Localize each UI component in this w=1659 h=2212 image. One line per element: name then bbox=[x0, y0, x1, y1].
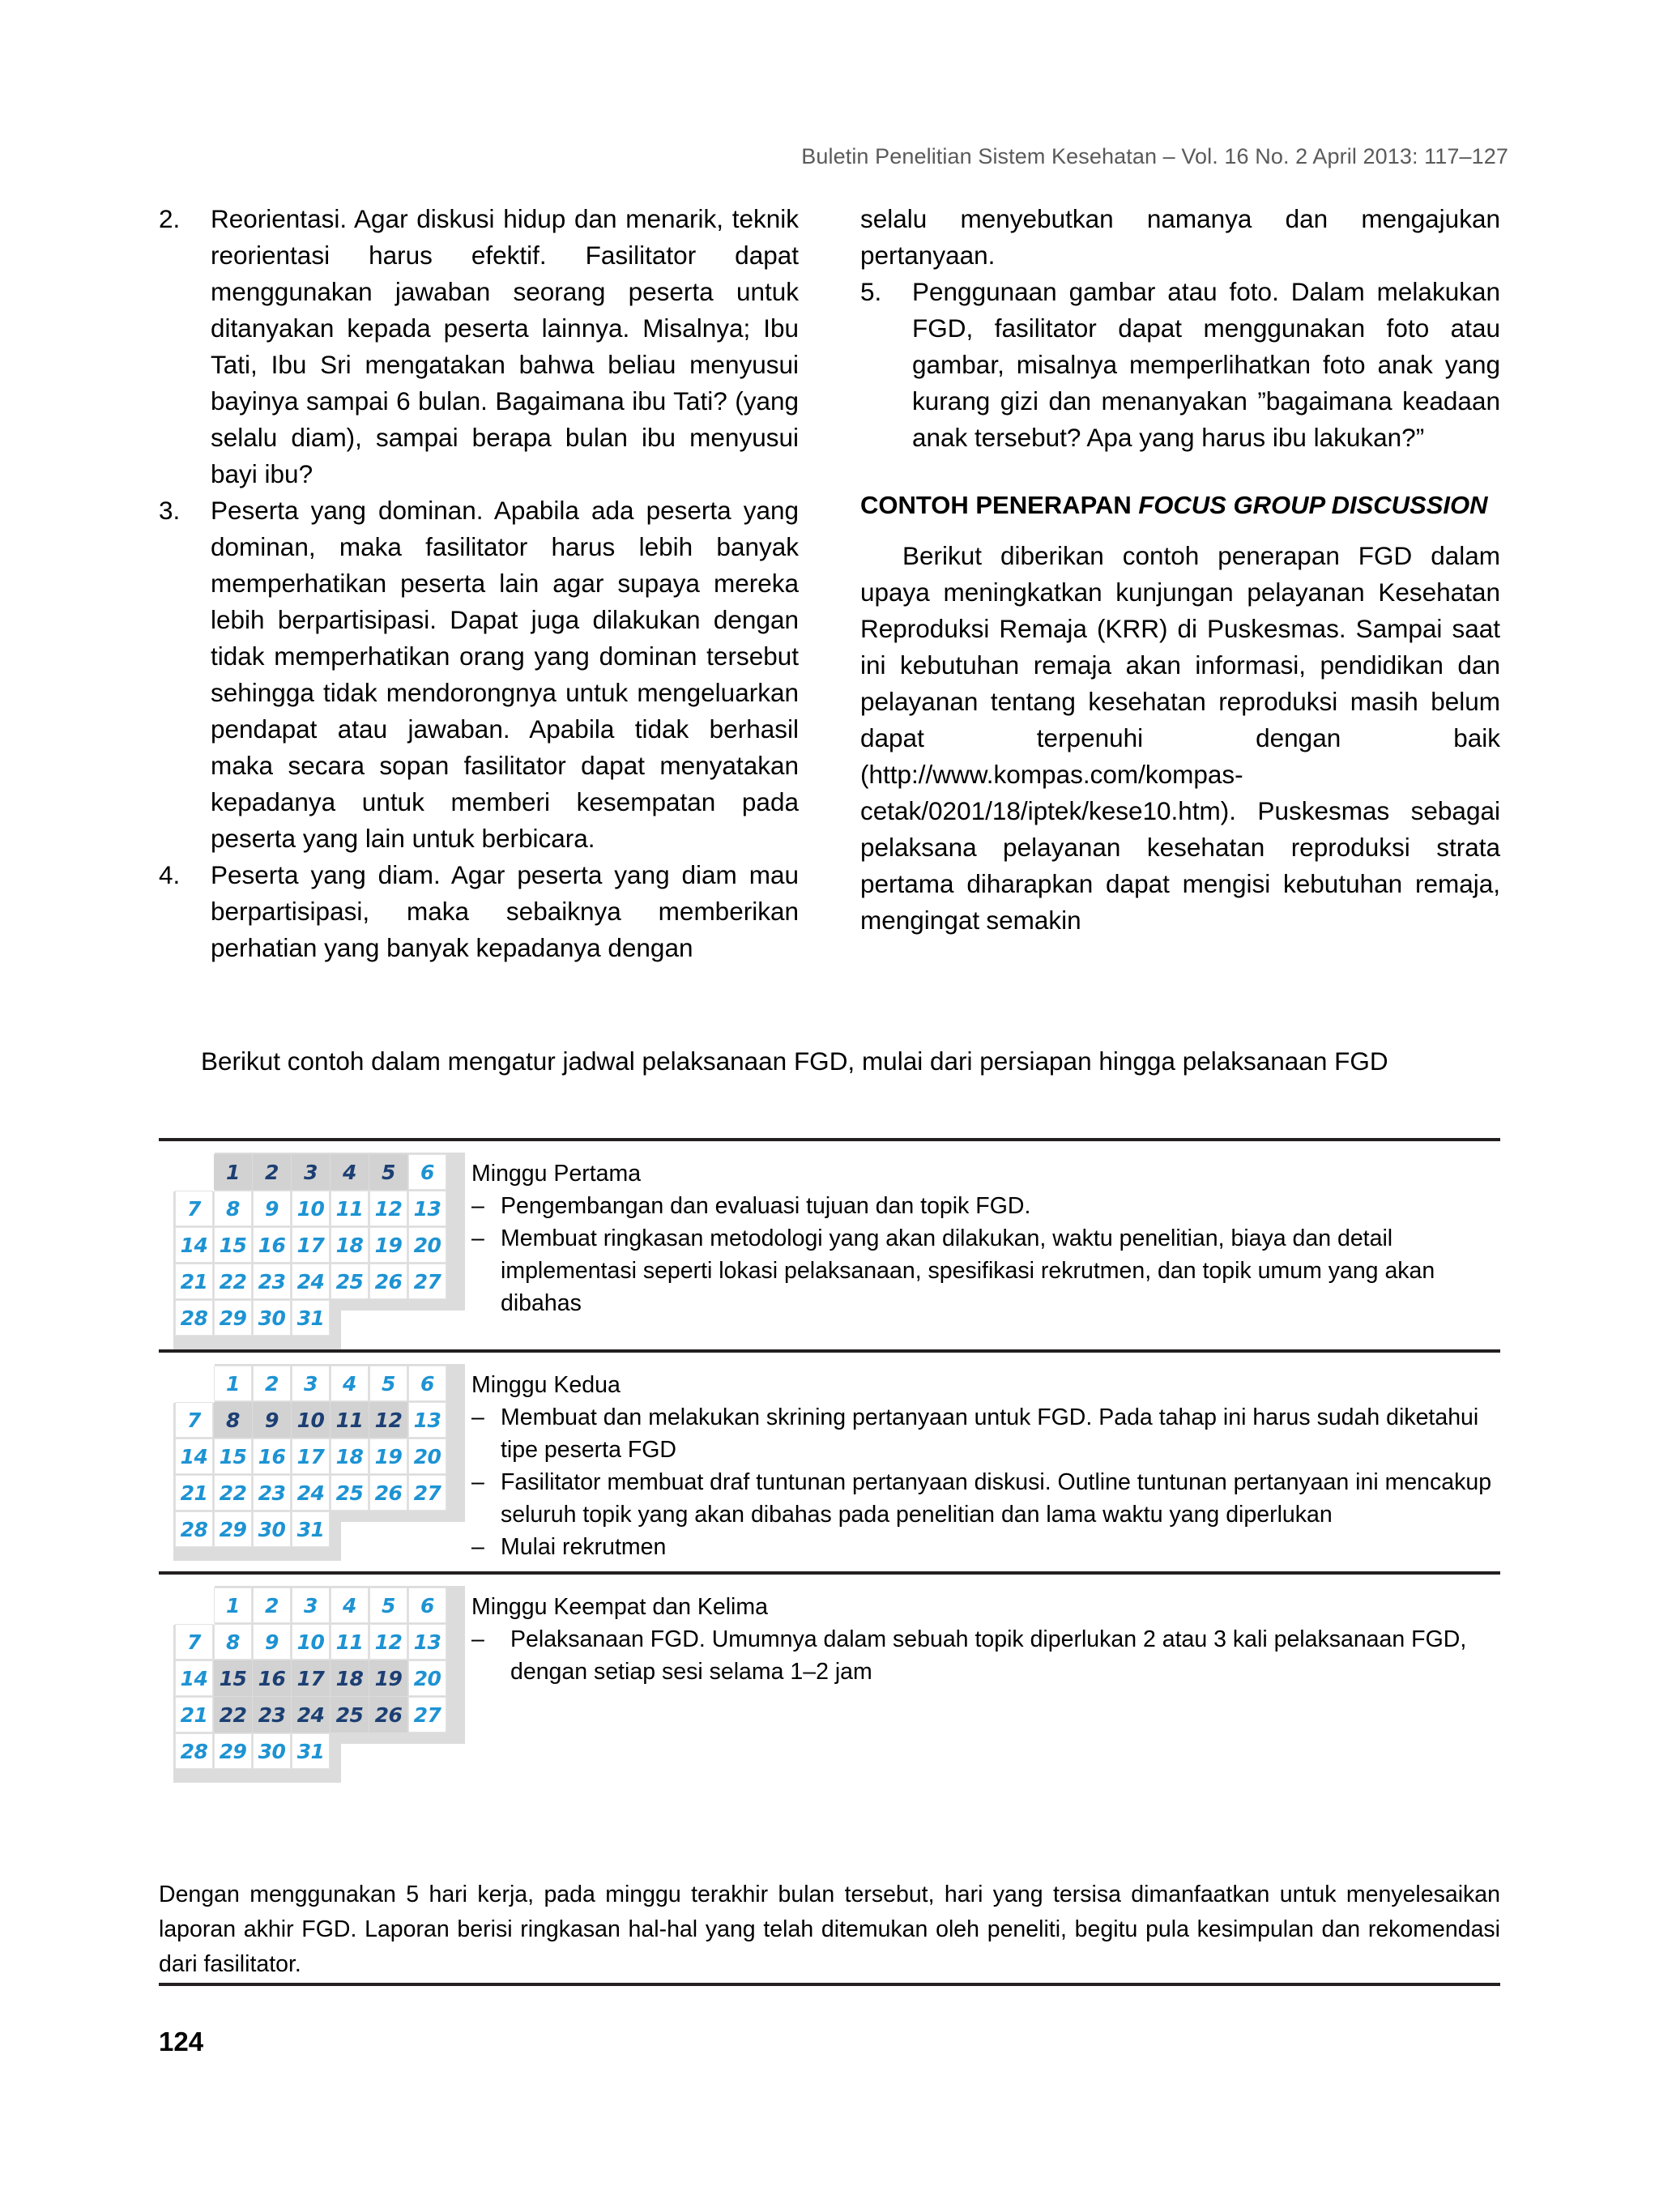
bullet-text: Membuat dan melakukan skrining pertanyaan untuk FGD. Pada tahap ini harus sudah diketahui tipe peserta FGD bbox=[501, 1404, 1479, 1463]
calendar-day-cell[interactable]: 24 bbox=[292, 1476, 329, 1510]
calendar-day-cell[interactable]: 25 bbox=[331, 1698, 368, 1732]
calendar-week-row bbox=[176, 1698, 446, 1732]
list-text: Penggunaan gambar atau foto. Dalam melakukan FGD, fasilitator dapat menggunakan foto atau gambar, misalnya memperlihatkan foto anak yang kurang gizi dan menanyakan ”bagaimana keadaan anak tersebut? Apa yang harus ibu lakukan?” bbox=[912, 277, 1500, 452]
dash-marker: – bbox=[471, 1469, 484, 1495]
list-item bbox=[159, 857, 799, 966]
calendar-day-cell[interactable]: 9 bbox=[254, 1403, 290, 1437]
calendar-week-row bbox=[176, 1439, 446, 1473]
calendar-day-cell[interactable]: 5 bbox=[370, 1366, 407, 1400]
week-bullets bbox=[471, 1190, 1500, 1319]
calendar-day-cell[interactable]: 27 bbox=[409, 1476, 446, 1510]
calendar-day-cell[interactable]: 19 bbox=[370, 1439, 407, 1473]
calendar-day-cell[interactable]: 3 bbox=[292, 1155, 329, 1189]
calendar-day-cell[interactable]: 7 bbox=[176, 1403, 212, 1437]
dash-marker: – bbox=[471, 1534, 484, 1560]
calendar-day-cell[interactable]: 27 bbox=[409, 1264, 446, 1298]
week-title: Minggu Keempat dan Kelima bbox=[471, 1594, 768, 1620]
calendar-week-row bbox=[176, 1661, 446, 1695]
list-item bbox=[471, 1466, 1500, 1531]
calendar-day-cell[interactable]: 26 bbox=[370, 1476, 407, 1510]
calendar-table bbox=[173, 1153, 448, 1337]
calendar-0 bbox=[173, 1153, 467, 1341]
calendar-day-cell[interactable]: 3 bbox=[292, 1588, 329, 1622]
calendar-day-cell[interactable]: 19 bbox=[370, 1228, 407, 1262]
calendar-day-cell[interactable]: 29 bbox=[215, 1734, 251, 1768]
dash-marker: – bbox=[471, 1404, 484, 1430]
calendar-1 bbox=[173, 1364, 467, 1553]
description-cell bbox=[467, 1364, 1500, 1563]
description-cell bbox=[467, 1153, 1500, 1319]
table-row bbox=[159, 1575, 1500, 1783]
dash-marker: – bbox=[471, 1626, 484, 1652]
calendar-empty-cell bbox=[331, 1301, 368, 1335]
calendar-table bbox=[173, 1364, 448, 1549]
section-heading-italic: FOCUS GROUP DISCUSSION bbox=[1138, 491, 1488, 519]
calendar-empty-cell bbox=[176, 1588, 212, 1622]
calendar-day-cell[interactable]: 22 bbox=[215, 1476, 251, 1510]
calendar-day-cell[interactable]: 21 bbox=[176, 1698, 212, 1732]
calendar-day-cell[interactable]: 7 bbox=[176, 1191, 212, 1225]
calendar-day-cell[interactable]: 30 bbox=[254, 1734, 290, 1768]
calendar-week-row bbox=[176, 1476, 446, 1510]
calendar-day-cell[interactable]: 18 bbox=[331, 1228, 368, 1262]
calendar-day-cell[interactable]: 1 bbox=[215, 1366, 251, 1400]
list-marker: 2. bbox=[159, 204, 181, 233]
calendar-day-cell[interactable]: 26 bbox=[370, 1698, 407, 1732]
bullet-text: Membuat ringkasan metodologi yang akan dilakukan, waktu penelitian, biaya dan detail implementasi seperti lokasi pelaksanaan, spesifikasi rekrutmen, dan topik umum yang akan dibahas bbox=[501, 1225, 1435, 1316]
calendar-empty-cell bbox=[370, 1301, 407, 1335]
calendar-day-cell[interactable]: 4 bbox=[331, 1588, 368, 1622]
calendar-week-row bbox=[176, 1512, 446, 1546]
calendar-day-cell[interactable]: 13 bbox=[409, 1191, 446, 1225]
calendar-day-cell[interactable]: 24 bbox=[292, 1698, 329, 1732]
calendar-cell bbox=[159, 1586, 467, 1775]
calendar-day-cell[interactable]: 4 bbox=[331, 1155, 368, 1189]
calendar-empty-cell bbox=[176, 1366, 212, 1400]
lead-in-paragraph: Berikut contoh dalam mengatur jadwal pelaksanaan FGD, mulai dari persiapan hingga pelaksanaan FGD bbox=[201, 1046, 1388, 1076]
left-numbered-list bbox=[159, 201, 799, 966]
two-column-body bbox=[159, 201, 1500, 966]
calendar-day-cell[interactable]: 20 bbox=[409, 1228, 446, 1262]
list-item bbox=[471, 1190, 1500, 1222]
calendar-day-cell[interactable]: 10 bbox=[292, 1403, 329, 1437]
calendar-day-cell[interactable]: 7 bbox=[176, 1625, 212, 1659]
calendar-day-cell[interactable]: 10 bbox=[292, 1625, 329, 1659]
calendar-day-cell[interactable]: 27 bbox=[409, 1698, 446, 1732]
calendar-week-row bbox=[176, 1366, 446, 1400]
calendar-day-cell[interactable]: 24 bbox=[292, 1264, 329, 1298]
calendar-week-row bbox=[176, 1588, 446, 1622]
calendar-week-row bbox=[176, 1155, 446, 1189]
calendar-day-cell[interactable]: 11 bbox=[331, 1191, 368, 1225]
description-cell bbox=[467, 1586, 1500, 1688]
bullet-text: Mulai rekrutmen bbox=[501, 1534, 667, 1560]
calendar-week-row bbox=[176, 1301, 446, 1335]
schedule-table bbox=[159, 1138, 1500, 1783]
calendar-day-cell[interactable]: 2 bbox=[254, 1366, 290, 1400]
calendar-day-cell[interactable]: 25 bbox=[331, 1476, 368, 1510]
bullet-text: Pelaksanaan FGD. Umumnya dalam sebuah topik diperlukan 2 atau 3 kali pelaksanaan FGD, dengan setiap sesi selama 1–2 jam bbox=[510, 1626, 1467, 1685]
calendar-day-cell[interactable]: 30 bbox=[254, 1301, 290, 1335]
calendar-empty-cell bbox=[409, 1734, 446, 1768]
calendar-day-cell[interactable]: 9 bbox=[254, 1191, 290, 1225]
calendar-day-cell[interactable]: 18 bbox=[331, 1439, 368, 1473]
week-bullets bbox=[471, 1401, 1500, 1563]
calendar-day-cell[interactable]: 8 bbox=[215, 1625, 251, 1659]
calendar-empty-cell bbox=[409, 1301, 446, 1335]
calendar-day-cell[interactable]: 2 bbox=[254, 1588, 290, 1622]
calendar-day-cell[interactable]: 3 bbox=[292, 1366, 329, 1400]
calendar-day-cell[interactable]: 8 bbox=[215, 1403, 251, 1437]
calendar-day-cell[interactable]: 17 bbox=[292, 1228, 329, 1262]
table-row bbox=[159, 1141, 1500, 1349]
calendar-day-cell[interactable]: 22 bbox=[215, 1264, 251, 1298]
table-bottom-rule bbox=[159, 1983, 1500, 1986]
calendar-day-cell[interactable]: 9 bbox=[254, 1625, 290, 1659]
calendar-grid bbox=[173, 1153, 448, 1337]
calendar-day-cell[interactable]: 15 bbox=[215, 1661, 251, 1695]
calendar-day-cell[interactable]: 31 bbox=[292, 1512, 329, 1546]
calendar-day-cell[interactable]: 1 bbox=[215, 1155, 251, 1189]
list-text: Reorientasi. Agar diskusi hidup dan menarik, teknik reorientasi harus efektif. Fasilitator dapat menggunakan jawaban seorang peserta untuk ditanyakan kepada peserta lainnya. Misalnya; Ibu Tati, Ibu Sri mengatakan bahwa beliau menyusui bayinya sampai 6 bulan. Bagaimana ibu Tati? (yang selalu diam), sampai berapa bulan ibu menyusui bayi ibu? bbox=[211, 204, 799, 488]
right-column bbox=[860, 201, 1500, 966]
week-title: Minggu Kedua bbox=[471, 1372, 621, 1398]
calendar-day-cell[interactable]: 16 bbox=[254, 1661, 290, 1695]
calendar-day-cell[interactable]: 21 bbox=[176, 1264, 212, 1298]
footnote-paragraph: Dengan menggunakan 5 hari kerja, pada minggu terakhir bulan tersebut, hari yang tersisa dimanfaatkan untuk menyelesaikan laporan akhir FGD. Laporan berisi ringkasan hal-hal yang telah ditemukan oleh peneliti, begitu pula kesimpulan dan rekomendasi dari fasilitator. bbox=[159, 1882, 1500, 1977]
calendar-week-row bbox=[176, 1734, 446, 1768]
calendar-day-cell[interactable]: 1 bbox=[215, 1588, 251, 1622]
section-heading-plain: CONTOH PENERAPAN bbox=[860, 491, 1139, 519]
calendar-day-cell[interactable]: 2 bbox=[254, 1155, 290, 1189]
calendar-day-cell[interactable]: 14 bbox=[176, 1661, 212, 1695]
calendar-grid bbox=[173, 1586, 448, 1771]
calendar-day-cell[interactable]: 10 bbox=[292, 1191, 329, 1225]
calendar-week-row bbox=[176, 1264, 446, 1298]
calendar-day-cell[interactable]: 23 bbox=[254, 1476, 290, 1510]
bullet-text: Fasilitator membuat draf tuntunan pertanyaan diskusi. Outline tuntunan pertanyaan ini mencakup seluruh topik yang akan dibahas pada penelitian dan lama waktu yang diperlukan bbox=[501, 1469, 1492, 1528]
calendar-empty-cell bbox=[370, 1512, 407, 1546]
calendar-day-cell[interactable]: 20 bbox=[409, 1439, 446, 1473]
calendar-day-cell[interactable]: 18 bbox=[331, 1661, 368, 1695]
calendar-empty-cell bbox=[176, 1155, 212, 1189]
table-row bbox=[159, 1353, 1500, 1571]
calendar-day-cell[interactable]: 16 bbox=[254, 1439, 290, 1473]
calendar-day-cell[interactable]: 15 bbox=[215, 1228, 251, 1262]
calendar-day-cell[interactable]: 29 bbox=[215, 1301, 251, 1335]
calendar-day-cell[interactable]: 15 bbox=[215, 1439, 251, 1473]
dash-marker: – bbox=[471, 1225, 484, 1251]
calendar-day-cell[interactable]: 5 bbox=[370, 1588, 407, 1622]
list-item bbox=[471, 1623, 1500, 1688]
calendar-day-cell[interactable]: 6 bbox=[409, 1366, 446, 1400]
calendar-day-cell[interactable]: 25 bbox=[331, 1264, 368, 1298]
calendar-day-cell[interactable]: 28 bbox=[176, 1301, 212, 1335]
calendar-day-cell[interactable]: 16 bbox=[254, 1228, 290, 1262]
section-heading bbox=[860, 487, 1500, 523]
calendar-day-cell[interactable]: 8 bbox=[215, 1191, 251, 1225]
calendar-day-cell[interactable]: 28 bbox=[176, 1512, 212, 1546]
calendar-empty-cell bbox=[409, 1512, 446, 1546]
list-marker: 4. bbox=[159, 860, 181, 889]
calendar-day-cell[interactable]: 23 bbox=[254, 1264, 290, 1298]
calendar-day-cell[interactable]: 31 bbox=[292, 1301, 329, 1335]
calendar-2 bbox=[173, 1586, 467, 1775]
right-numbered-list bbox=[860, 274, 1500, 456]
calendar-empty-cell bbox=[331, 1512, 368, 1546]
calendar-day-cell[interactable]: 11 bbox=[331, 1403, 368, 1437]
calendar-day-cell[interactable]: 17 bbox=[292, 1439, 329, 1473]
calendar-day-cell[interactable]: 11 bbox=[331, 1625, 368, 1659]
calendar-day-cell[interactable]: 17 bbox=[292, 1661, 329, 1695]
calendar-day-cell[interactable]: 4 bbox=[331, 1366, 368, 1400]
calendar-day-cell[interactable]: 13 bbox=[409, 1403, 446, 1437]
week-title: Minggu Pertama bbox=[471, 1161, 642, 1187]
list-item bbox=[471, 1531, 1500, 1563]
section-paragraph: Berikut diberikan contoh penerapan FGD dalam upaya meningkatkan kunjungan pelayanan Kesehatan Reproduksi Remaja (KRR) di Puskesmas. Sampai saat ini kebutuhan remaja akan informasi, pendidikan dan pelayanan tentang kesehatan reproduksi masih belum dapat terpenuhi dengan baik (http://www.kompas.com/kompas-cetak/0201/18/iptek/kese10.htm). Puskesmas sebagai pelaksana pelayanan kesehatan reproduksi strata pertama diharapkan dapat mengisi kebutuhan remaja, mengingat semakin bbox=[860, 541, 1500, 935]
list-marker: 3. bbox=[159, 496, 181, 525]
list-text: Peserta yang dominan. Apabila ada peserta yang dominan, maka fasilitator harus lebih banyak memperhatikan peserta lain agar supaya mereka lebih berpartisipasi. Dapat juga dilakukan dengan tidak memperhatikan orang yang dominan tersebut sehingga tidak mendorongnya untuk mengeluarkan pendapat atau jawaban. Apabila tidak berhasil maka secara sopan fasilitator dapat menyatakan kepadanya untuk memberi kesempatan pada peserta yang lain untuk berbicara. bbox=[211, 496, 799, 853]
page-number: 124 bbox=[159, 2027, 204, 2056]
calendar-day-cell[interactable]: 26 bbox=[370, 1264, 407, 1298]
calendar-day-cell[interactable]: 19 bbox=[370, 1661, 407, 1695]
calendar-table bbox=[173, 1586, 448, 1771]
calendar-day-cell[interactable]: 14 bbox=[176, 1439, 212, 1473]
calendar-day-cell[interactable]: 23 bbox=[254, 1698, 290, 1732]
list-item bbox=[860, 274, 1500, 456]
calendar-day-cell[interactable]: 28 bbox=[176, 1734, 212, 1768]
calendar-week-row bbox=[176, 1625, 446, 1659]
calendar-week-row bbox=[176, 1191, 446, 1225]
running-head: Buletin Penelitian Sistem Kesehatan – Vol. 16 No. 2 April 2013: 117–127 bbox=[801, 144, 1508, 168]
calendar-empty-cell bbox=[370, 1734, 407, 1768]
calendar-empty-cell bbox=[331, 1734, 368, 1768]
calendar-day-cell[interactable]: 5 bbox=[370, 1155, 407, 1189]
calendar-day-cell[interactable]: 21 bbox=[176, 1476, 212, 1510]
list-item bbox=[471, 1401, 1500, 1466]
list-item bbox=[159, 492, 799, 857]
calendar-day-cell[interactable]: 12 bbox=[370, 1625, 407, 1659]
bullet-text: Pengembangan dan evaluasi tujuan dan topik FGD. bbox=[501, 1193, 1031, 1219]
week-bullets bbox=[471, 1623, 1500, 1688]
calendar-day-cell[interactable]: 29 bbox=[215, 1512, 251, 1546]
dash-marker: – bbox=[471, 1193, 484, 1219]
calendar-day-cell[interactable]: 6 bbox=[409, 1588, 446, 1622]
calendar-week-row bbox=[176, 1403, 446, 1437]
list-item bbox=[159, 201, 799, 492]
calendar-day-cell[interactable]: 30 bbox=[254, 1512, 290, 1546]
list-item bbox=[471, 1222, 1500, 1319]
calendar-week-row bbox=[176, 1228, 446, 1262]
calendar-day-cell[interactable]: 6 bbox=[409, 1155, 446, 1189]
calendar-day-cell[interactable]: 22 bbox=[215, 1698, 251, 1732]
continuation-text: selalu menyebutkan namanya dan mengajukan pertanyaan. bbox=[860, 204, 1500, 270]
calendar-grid bbox=[173, 1364, 448, 1549]
calendar-day-cell[interactable]: 31 bbox=[292, 1734, 329, 1768]
calendar-day-cell[interactable]: 12 bbox=[370, 1191, 407, 1225]
list-marker: 5. bbox=[860, 277, 882, 306]
list-text: Peserta yang diam. Agar peserta yang diam mau berpartisipasi, maka sebaiknya memberikan perhatian yang banyak kepadanya dengan bbox=[211, 860, 799, 962]
calendar-cell bbox=[159, 1364, 467, 1553]
calendar-day-cell[interactable]: 14 bbox=[176, 1228, 212, 1262]
calendar-day-cell[interactable]: 20 bbox=[409, 1661, 446, 1695]
left-column bbox=[159, 201, 799, 966]
calendar-day-cell[interactable]: 13 bbox=[409, 1625, 446, 1659]
calendar-cell bbox=[159, 1153, 467, 1341]
calendar-day-cell[interactable]: 12 bbox=[370, 1403, 407, 1437]
